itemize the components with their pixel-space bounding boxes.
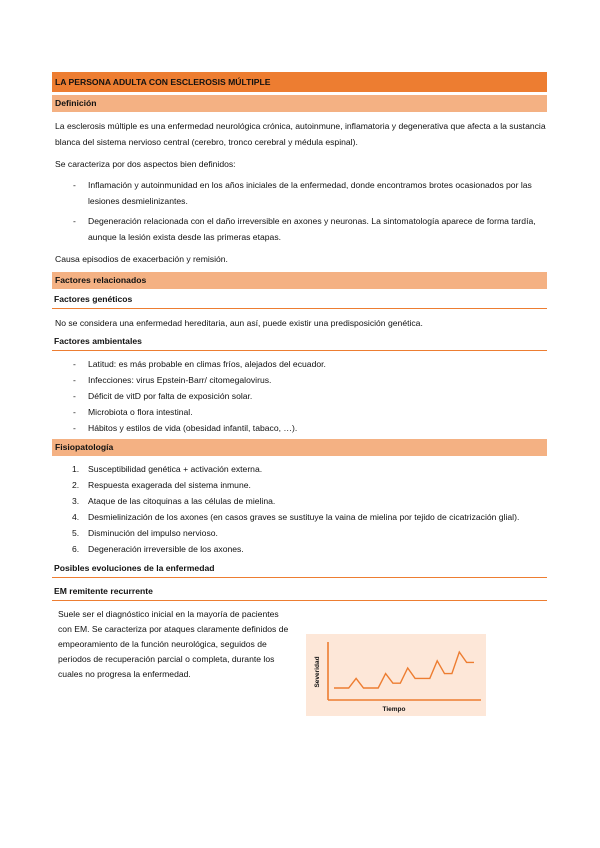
severity-chart-svg (306, 634, 486, 716)
em-remitente-heading: EM remitente recurrente (52, 586, 547, 601)
definicion-list (52, 177, 547, 245)
list-item: 6. Degeneración irreversible de los axones. (72, 544, 244, 554)
list-item: - Infecciones: virus Epstein-Barr/ citomegalovirus. (52, 372, 547, 388)
list-item: - Latitud: es más probable en climas fríos, alejados del ecuador. (52, 356, 547, 372)
factores-ambientales-heading: Factores ambientales (52, 336, 547, 351)
document-title: LA PERSONA ADULTA CON ESCLEROSIS MÚLTIPLE (52, 72, 547, 92)
list-item: 4. Desmielinización de los axones (en casos graves se sustituye la vaina de mielina por tejido de cicatrización glial). (72, 512, 520, 522)
list-item: 5. Disminución del impulso nervioso. (72, 528, 218, 538)
list-item: 3. Ataque de las citoquinas a las células de mielina. (72, 496, 276, 506)
series-line (334, 652, 474, 688)
em-remitente-text: Suele ser el diagnóstico inicial en la mayoría de pacientes con EM. Se caracteriza por ataques claramente definidos de empeoramiento de la función neurológica, seguidos de periodos de recuperación parcial o completa, durante los cuales no progresa la enfermedad. (58, 609, 289, 679)
factores-geneticos-heading: Factores genéticos (52, 294, 547, 309)
definicion-paragraph-2: Se caracteriza por dos aspectos bien definidos: (55, 159, 236, 169)
list-item: - Déficit de vitD por falta de exposición solar. (52, 388, 547, 404)
list-item: 2. Respuesta exagerada del sistema inmune. (72, 480, 251, 490)
definicion-paragraph-1: La esclerosis múltiple es una enfermedad neurológica crónica, autoinmune, inflamatoria y degenerativa que afecta a la sustancia blanca del sistema nervioso central (cerebro, tronco cerebral y médula espinal). (55, 121, 546, 147)
section-definicion-heading: Definición (52, 95, 547, 112)
definicion-paragraph-3: Causa episodios de exacerbación y remisión. (55, 254, 228, 264)
evoluciones-heading: Posibles evoluciones de la enfermedad (52, 563, 547, 578)
list-item: - Microbiota o flora intestinal. (52, 404, 547, 420)
severity-chart (306, 634, 486, 716)
section-factores-heading: Factores relacionados (52, 272, 547, 289)
factores-geneticos-text: No se considera una enfermedad hereditaria, aun así, puede existir una predisposición genética. (55, 318, 423, 328)
section-fisiopatologia-heading: Fisiopatología (52, 439, 547, 456)
list-item: - Hábitos y estilos de vida (obesidad infantil, tabaco, …). (52, 420, 547, 436)
list-item: - Inflamación y autoinmunidad en los años iniciales de la enfermedad, donde encontramos brotes ocasionados por las lesiones desmielinizantes. (52, 177, 547, 209)
fisiopatologia-list (52, 461, 547, 557)
list-item: - Degeneración relacionada con el daño irreversible en axones y neuronas. La sintomatología aparece de forma tardía, aunque la lesión exista desde las primeras etapas. (52, 213, 547, 245)
document-page (52, 72, 547, 682)
factores-ambientales-list (52, 356, 547, 436)
x-axis-label: Tiempo (382, 706, 406, 713)
y-axis-label: Severidad (314, 656, 321, 688)
list-item: 1. Susceptibilidad genética + activación externa. (72, 464, 263, 474)
